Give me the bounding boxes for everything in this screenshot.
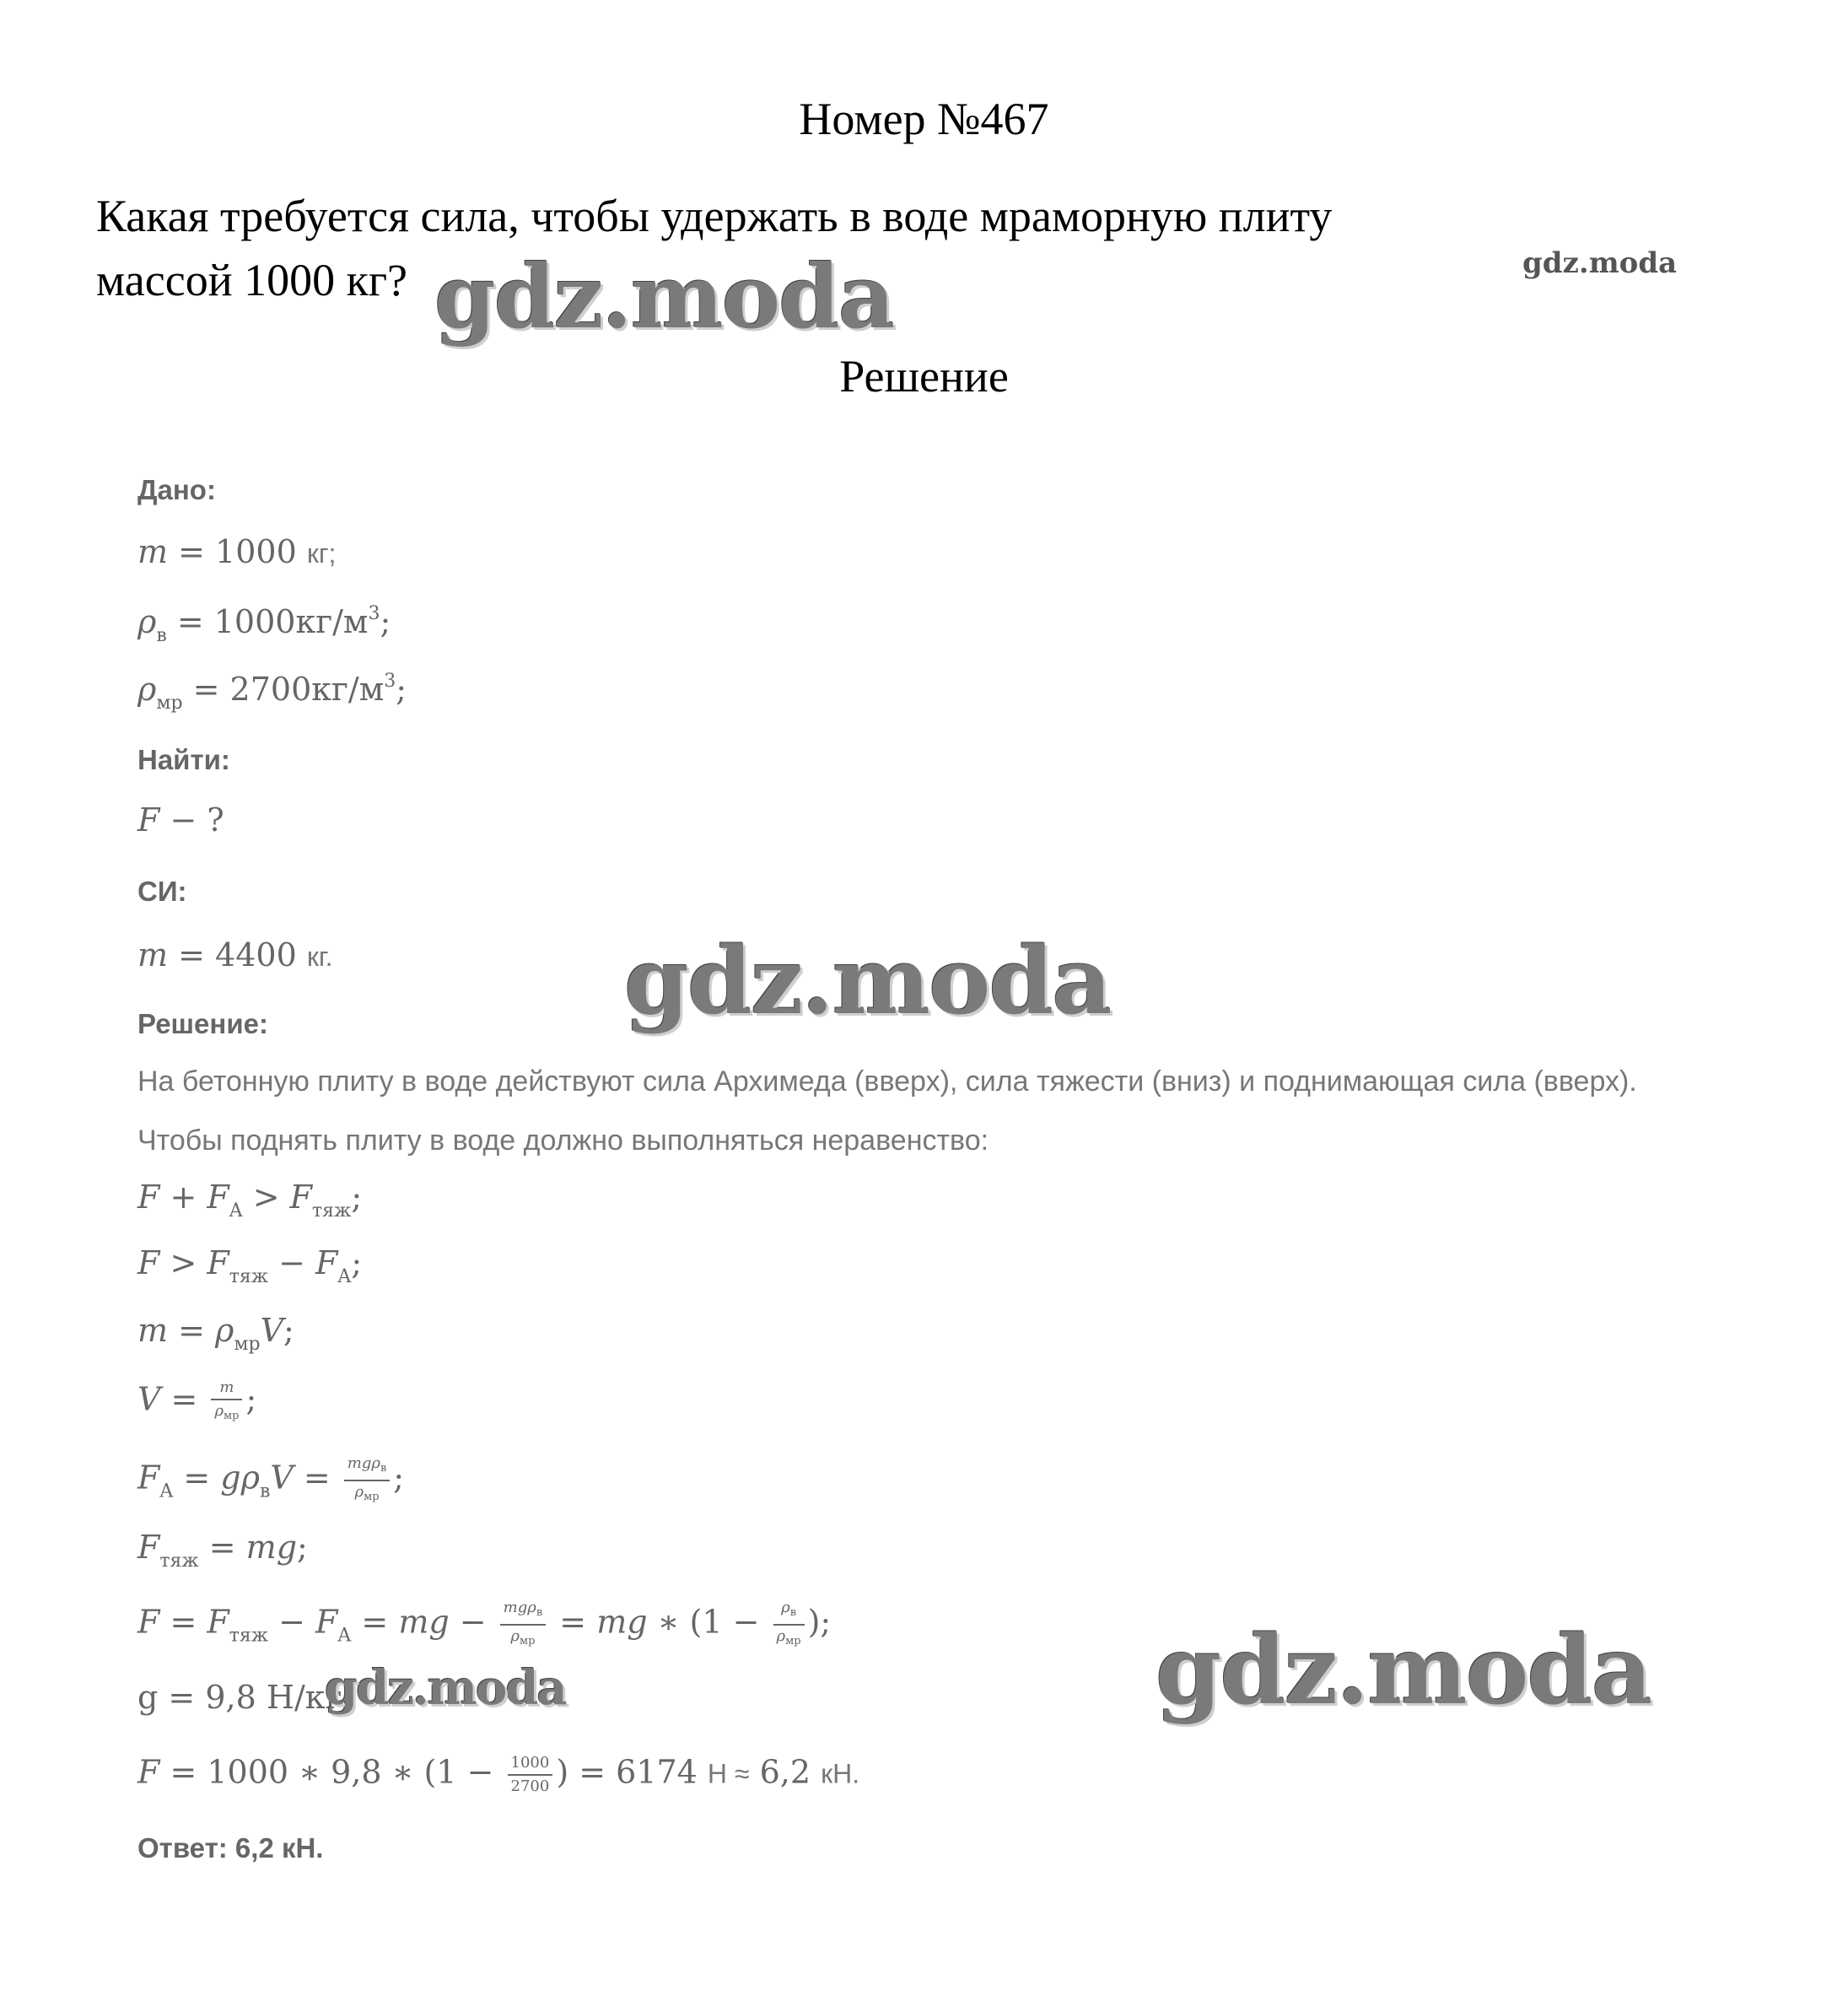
fraction-rho-ratio: $\frac{\rho_в}{\rho_{мр}}$	[773, 1597, 805, 1653]
answer: Ответ: 6,2 кН.	[137, 1832, 324, 1863]
watermark-small: gdz.moda	[1522, 246, 1678, 280]
given-label: Дано:	[137, 474, 216, 505]
fraction-mgrho-2: $\frac{mg\rho_в}{\rho_{мр}}$	[500, 1597, 547, 1653]
problem-line-1: Какая требуется сила, чтобы удержать в воде мраморную плиту	[96, 191, 1333, 241]
equation-g-value: g = 9,8 Н/кг;	[137, 1679, 353, 1716]
given-mass: m = 1000 кг;	[137, 533, 337, 570]
solution-heading: Решение	[839, 351, 1009, 402]
fraction-m-over-rho: $\frac{m}{\rho_{мр}}$	[211, 1377, 242, 1427]
given-water-density: $\rho_в = 1000кг/м^3$;	[137, 603, 391, 646]
equation-gravity: $F_{тяж}$ = mg;	[137, 1529, 308, 1572]
si-mass: m = 4400 кг.	[137, 936, 333, 974]
solution-text-1: На бетонную плиту в воде действуют сила Архимеда (вверх), сила тяжести (вниз) и поднимающая сила (вверх).	[137, 1065, 1637, 1098]
equation-inequality-2: $F > F_{тяж} - F_A$;	[137, 1244, 363, 1287]
find-label: Найти:	[137, 744, 230, 775]
fraction-1000-2700: $\frac{1000}{2700}$	[508, 1752, 553, 1798]
solution-text-2: Чтобы поднять плиту в воде должно выполняться неравенство:	[137, 1125, 989, 1157]
watermark: gdz.moda	[434, 245, 894, 348]
watermark: gdz.moda	[325, 1660, 566, 1716]
equation-force: $F = F_{тяж} - F_A$ = mg − $\frac{mg\rho_в}{\rho_{мр}}$ = mg ∗ (1 − $\frac{\rho_в}{\rho_{мр}}$ );	[137, 1597, 831, 1653]
find-expression: F − ?	[137, 801, 224, 839]
solution-label: Решение:	[137, 1008, 268, 1039]
water-density-value: = 1000кг/м	[166, 603, 369, 640]
equation-mass: $m = \rho_{мр}V$;	[137, 1312, 294, 1355]
fraction-mgrho: $\frac{mg\rho_в}{\rho_{мр}}$	[344, 1453, 391, 1508]
equation-inequality-1: $F + F_A > F_{тяж}$;	[137, 1178, 363, 1222]
watermark: gdz.moda	[624, 926, 1111, 1035]
problem-line-2: массой 1000 кг?	[96, 255, 407, 305]
equation-archimedes: $F_A = g\rho_вV$ = $\frac{mg\rho_в}{\rho_{мр}}$ ;	[137, 1453, 404, 1508]
given-marble-density: $\rho_{мр} = 2700кг/м^3$;	[137, 671, 407, 714]
marble-density-value: = 2700кг/м	[182, 671, 385, 708]
equation-volume: V = $\frac{m}{\rho_{мр}}$ ;	[137, 1377, 256, 1427]
watermark: gdz.moda	[1156, 1615, 1651, 1726]
si-label: СИ:	[137, 876, 187, 907]
equation-final: F = 1000 ∗ 9,8 ∗ (1 − $\frac{1000}{2700}$ ) = 6174 Н ≈ 6,2 кН.	[137, 1752, 859, 1798]
page-title: Номер №467	[799, 94, 1049, 144]
